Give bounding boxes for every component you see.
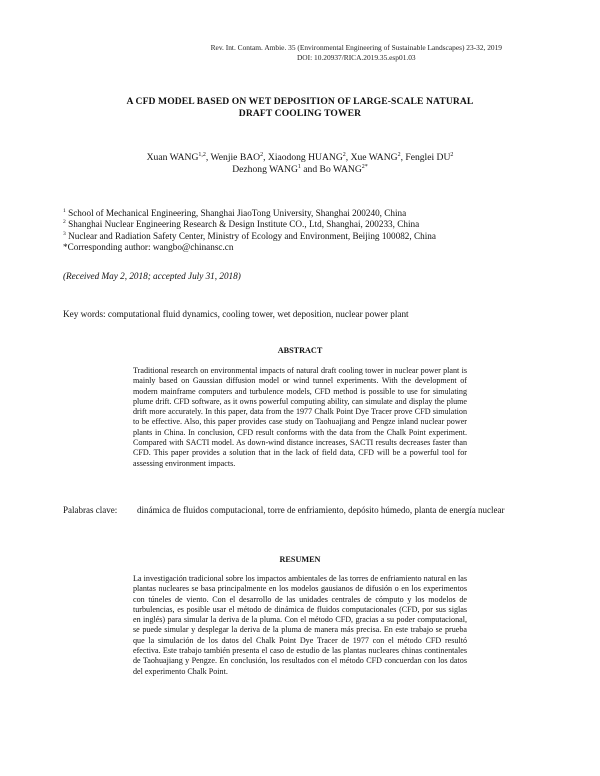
- author-affiliation-mark: 2: [342, 151, 346, 158]
- resumen-body: La investigación tradicional sobre los impactos ambientales de las torres de enfriamiento natural en las plantas nucleares se basa principalmente en los modelos gausianos de difusión o en los experimentos con túneles de viento. Con el desarrollo de las unidades centrales de cómputo y los modelos de turbulencias, es posible usar el método de dinámica de fluidos computacionales (CFD, por sus siglas en inglés) para simular la deriva de la pluma. Con el método CFD, gracias a su poder computacional, se puede simular y desplegar la deriva de la pluma de manera más precisa. En este trabajo se prueba que la simulación de los datos del Chalk Point Dye Tracer de 1977 con el método CFD resultó efectiva. Este trabajo también presenta el caso de estudio de las plantas nucleares chinas continentales de Taohuajiang y Pengze. En conclusión, los resultados con el método CFD concuerdan con los datos del experimento Chalk Point.: [133, 574, 467, 676]
- palabras-clave-text: dinámica de fluidos computacional, torre de enfriamiento, depósito húmedo, planta de energía nuclear: [137, 505, 505, 515]
- author-name: Xuan WANG: [146, 152, 199, 163]
- author-name: Xiaodong HUANG: [267, 152, 343, 163]
- affiliation-text: Nuclear and Radiation Safety Center, Ministry of Ecology and Environment, Beijing 100082, China: [68, 230, 436, 241]
- paper-title: [0, 96, 600, 120]
- author-list: [0, 152, 600, 176]
- title-line-2: DRAFT COOLING TOWER: [238, 108, 362, 119]
- authors-and: and: [303, 164, 318, 175]
- affiliations: [63, 208, 436, 254]
- author-affiliation-mark: 2: [397, 151, 401, 158]
- affiliation-item: [63, 231, 436, 242]
- resumen-heading: RESUMEN: [279, 555, 321, 564]
- doi-line: DOI: 10.20937/RICA.2019.35.esp01.03: [296, 53, 416, 62]
- affiliation-text: Shanghai Nuclear Engineering Research & Design Institute CO., Ltd, Shanghai, 200233, China: [68, 219, 420, 230]
- affiliation-mark: 3: [63, 230, 66, 237]
- affiliation-mark: 1: [63, 207, 66, 214]
- affiliation-text: School of Mechanical Engineering, Shanghai JiaoTong University, Shanghai 200240, China: [68, 208, 407, 218]
- authors-line-2: [0, 164, 600, 176]
- author-affiliation-mark: 1,2: [198, 151, 206, 158]
- author-name: Bo WANG: [319, 164, 362, 175]
- author-name: Fenglei DU: [405, 152, 451, 163]
- authors-line-1: Xuan WANG$^{1,2}$, Wenjie BAO$^2$, Xiaodong HUANG$^2$, Xue WANG$^2$, Fenglei $DU^2$: [146, 151, 454, 163]
- received-dates: (Received May 2, 2018; accepted July 31, 2018): [63, 271, 241, 281]
- author-affiliation-mark: 2: [260, 151, 264, 158]
- affiliation-mark: 2: [63, 219, 66, 226]
- journal-citation: Rev. Int. Contam. Ambie. 35 (Environmental Engineering of Sustainable Landscapes) 23-32, 2019: [210, 43, 502, 52]
- author-affiliation-mark: 1: [297, 163, 301, 170]
- author-affiliation-mark: 2*: [361, 163, 368, 170]
- running-header: [211, 43, 502, 63]
- abstract-heading: ABSTRACT: [277, 346, 323, 355]
- affiliation-item: [63, 219, 436, 230]
- palabras-clave: [63, 505, 553, 516]
- affiliation-item: [63, 208, 436, 219]
- author-affiliation-mark: 2: [450, 151, 454, 158]
- author-name: Dezhong WANG: [232, 164, 298, 175]
- author-name: Xue WANG: [350, 152, 398, 163]
- title-line-1: A CFD MODEL BASED ON WET DEPOSITION OF LARGE-SCALE NATURAL: [126, 96, 474, 107]
- palabras-clave-label: Palabras clave:: [63, 505, 118, 515]
- author-name: Wenjie BAO: [210, 152, 261, 163]
- corresponding-author: *Corresponding author: wangbo@chinansc.cn: [63, 242, 234, 253]
- keywords: Key words: computational fluid dynamics, cooling tower, wet deposition, nuclear power plant: [63, 309, 409, 319]
- abstract-body: Traditional research on environmental impacts of natural draft cooling tower in nuclear power plant is mainly based on Gaussian diffusion model or wind tunnel experiments. With the development of modern mainframe computers and turbulence models, CFD method is possible to use for simulating plume drift. CFD software, as it owns powerful computing ability, can simulate and display the plume drift more accurately. In this paper, data from the 1977 Chalk Point Dye Tracer prove CFD simulation to be effective. Also, this paper provides case study on Taohuajiang and Pengze inland nuclear power plants in China. In conclusion, CFD result conforms with the data from the Chalk Point experiment. Compared with SACTI model. As down-wind distance increases, SACTI results decreases faster than CFD. This paper provides a solution that in the lack of field data, CFD will be a powerful tool for assessing environment impacts.: [133, 366, 467, 468]
